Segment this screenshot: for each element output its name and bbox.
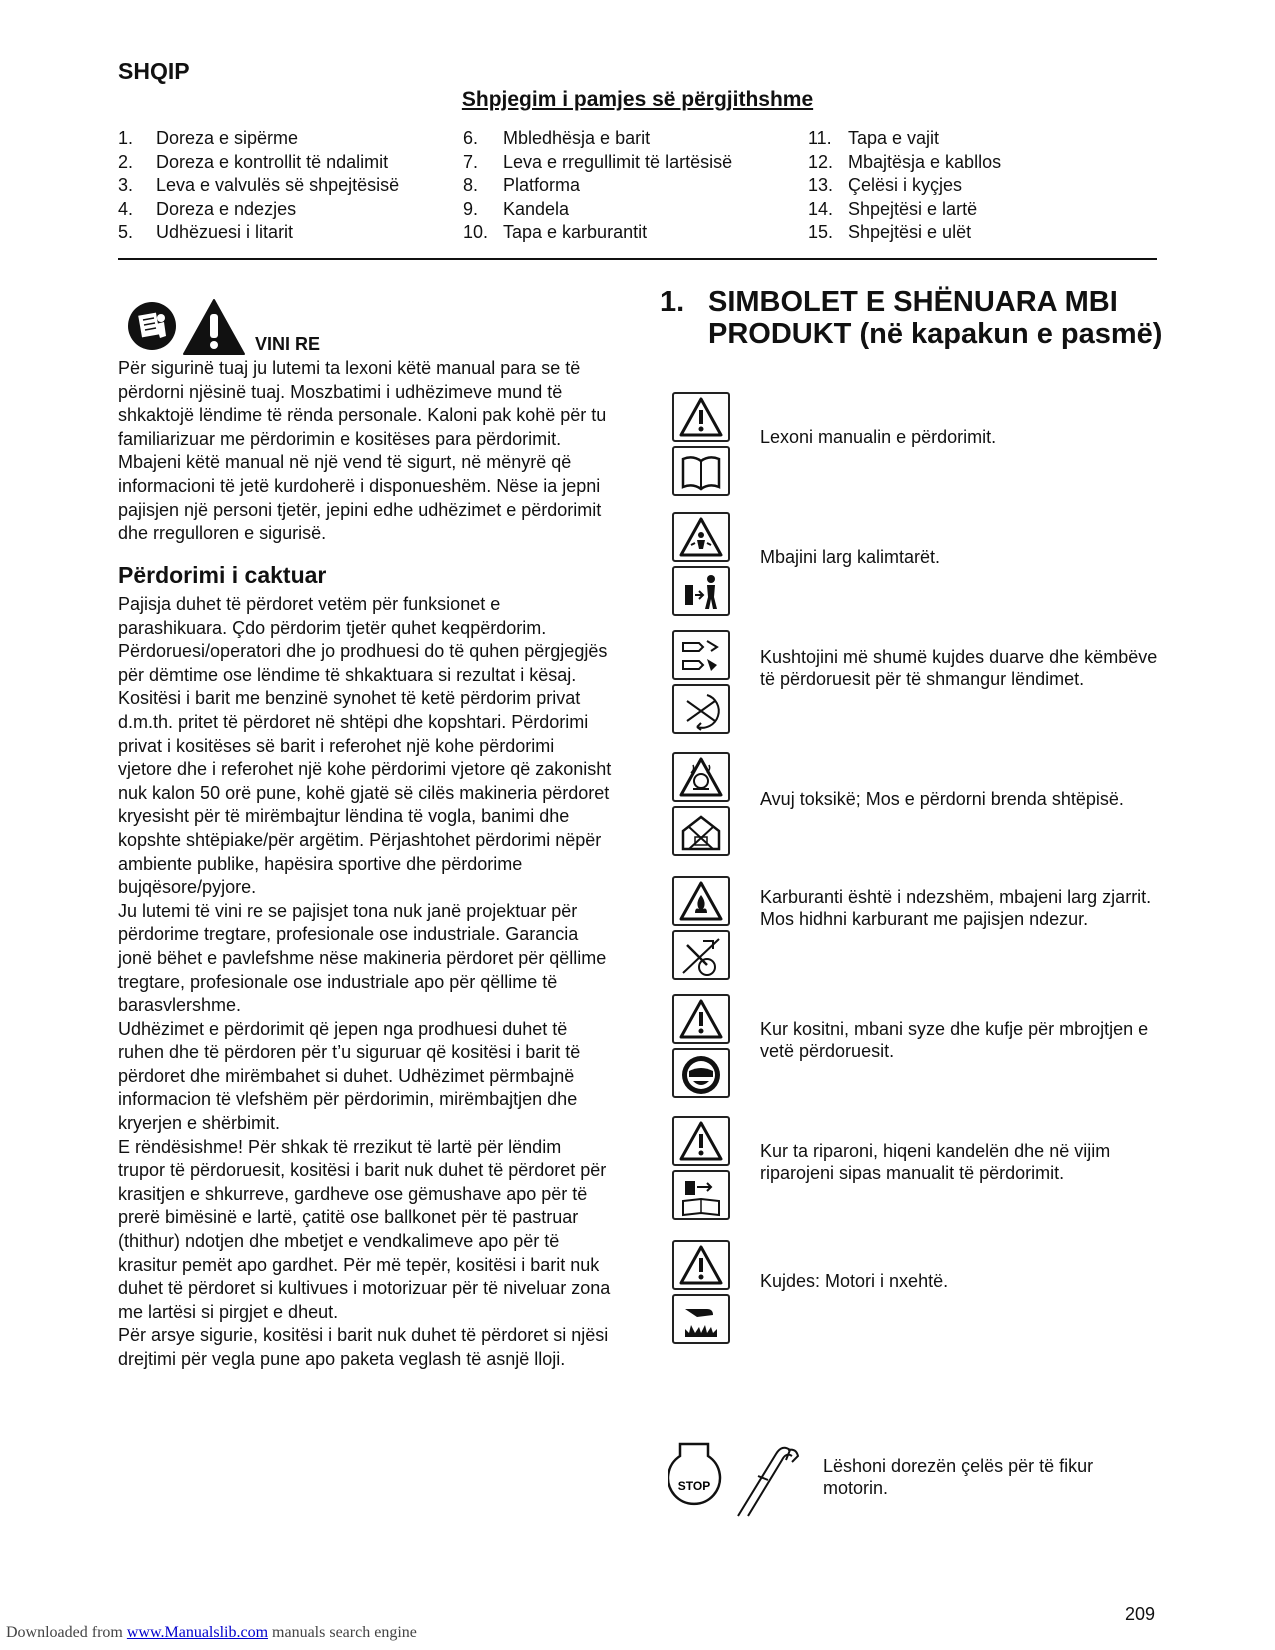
symbol-icon-pair xyxy=(672,1240,730,1348)
mower-handle-icon xyxy=(738,1448,798,1516)
warning-triangle-icon xyxy=(672,1240,730,1290)
parts-item-number: 6. xyxy=(463,128,479,148)
intended-use-paragraph: Për arsye sigurie, kositësi i barit nuk duhet të përdoret si njësi drejtimi për vegla pune apo paketa veglash të asnjë lloji. xyxy=(118,1325,609,1369)
warning-triangle-icon xyxy=(672,994,730,1044)
parts-item-label: Doreza e kontrollit të ndalimit xyxy=(156,151,389,172)
stop-text: Lëshoni dorezën çelës për të fikur motorin. xyxy=(823,1456,1094,1498)
warning-icons xyxy=(128,298,246,356)
parts-list-item xyxy=(463,151,732,175)
symbol-description: Karburanti është i ndezshëm, mbajeni larg zjarrit. Mos hidhni karburant me pajisjen ndezur. xyxy=(760,887,1152,929)
parts-list-item xyxy=(463,127,732,151)
parts-item-number: 11. xyxy=(808,128,832,148)
parts-list-col-3 xyxy=(808,127,1001,245)
stop-badge-text: STOP xyxy=(677,1479,711,1493)
parts-list-item xyxy=(118,127,399,151)
parts-list-col-1 xyxy=(118,127,399,245)
parts-list-item xyxy=(808,127,1001,151)
intended-use-paragraph: Udhëzimet e përdorimit që jepen nga prodhuesi duhet të ruhen dhe të përdoren për t’u siguruar që kositësi i barit të përdoret dhe mirëmbahet si duhet. Udhëzimet përmbajnë informacion të vlefshëm për përdorimin, mirëmbajtjen dhe kryerjen e shërbimit. xyxy=(118,1018,581,1134)
stop-handle-icons xyxy=(668,1440,813,1518)
parts-item-number: 14. xyxy=(808,198,834,219)
symbol-description: Kur kositni, mbani syze dhe kufje për mbrojtjen e vetë përdoruesit. xyxy=(760,1019,1149,1061)
parts-list-item xyxy=(463,174,732,198)
symbol-icon-pair xyxy=(672,512,730,620)
parts-item-number: 7. xyxy=(463,151,479,172)
read-manual-icon xyxy=(128,302,176,350)
parts-list-item xyxy=(463,221,732,245)
symbol-icon-pair xyxy=(672,392,730,500)
hot-surface-icon xyxy=(672,1294,730,1344)
download-footer xyxy=(6,1624,417,1642)
parts-item-label: Doreza e sipërme xyxy=(156,128,299,148)
section-divider xyxy=(118,258,1157,260)
intended-use-paragraph: Pajisja duhet të përdoret vetëm për funksionet e parashikuara. Çdo përdorim tjetër quhet keqpërdorim. Përdoruesi/operatori dhe jo prodhuesi do të quhen përgjegjës për dëmtime ose lëndime të shkaktuara si rezultat i kësaj. xyxy=(118,594,608,685)
symbol-icon-pair xyxy=(672,752,730,860)
parts-item-label: Udhëzuesi i litarit xyxy=(156,222,294,243)
parts-item-number: 15. xyxy=(808,222,834,243)
parts-list-item xyxy=(118,151,399,175)
parts-item-label: Kandela xyxy=(503,198,570,219)
parts-item-label: Tapa e karburantit xyxy=(503,222,648,243)
keep-bystanders-away-icon xyxy=(672,566,730,616)
parts-list-item xyxy=(808,151,1001,175)
parts-item-number: 3. xyxy=(118,175,134,196)
footer-suffix: manuals search engine xyxy=(268,1624,417,1641)
symbol-description: Kujdes: Motori i nxehtë. xyxy=(760,1271,949,1291)
footer-prefix: Downloaded from xyxy=(6,1624,127,1641)
overview-title: Shpjegim i pamjes së përgjithshme xyxy=(461,88,814,111)
parts-list-item xyxy=(808,221,1001,245)
intended-use-paragraph: Kositësi i barit me benzinë synohet të ketë përdorim privat d.m.th. pritet të përdoret në shtëpi dhe kopshtari. Përdorimi privat i kositëses së barit i referohet një kohe përdorimi vjetore dhe i referohet një kohe përdorimi vjetore që zakonisht nuk kalon 50 orë pune, kohë gjatë së cilës makineria përdoret kryesisht për të mirëmbajtur lëndina të vogla, banimi dhe kopshte shtëpiake/për argëtim. Përjashtohet përdorimi nëpër ambiente publike, hapësira sportive dhe përdorime bujqësore/pyjore. xyxy=(118,688,612,898)
symbol-description: Avuj toksikë; Mos e përdorni brenda shtëpisë. xyxy=(760,789,1124,809)
symbol-description: Kushtojini më shumë kujdes duarve dhe këmbëve të përdoruesit për të shmangur lëndimet. xyxy=(760,647,1158,689)
parts-list-item xyxy=(463,198,732,222)
parts-item-label: Leva e rregullimit të lartësisë xyxy=(503,151,733,172)
symbol-icon-pair xyxy=(672,630,730,738)
symbol-icon-pair xyxy=(672,876,730,984)
warning-triangle-icon xyxy=(672,1116,730,1166)
parts-item-number: 8. xyxy=(463,175,479,196)
parts-item-label: Shpejtësi e ulët xyxy=(848,222,972,243)
no-indoor-use-icon xyxy=(672,806,730,856)
eye-ear-protection-icon xyxy=(672,1048,730,1098)
parts-list-item xyxy=(118,221,399,245)
parts-list-item xyxy=(118,198,399,222)
parts-item-number: 1. xyxy=(118,128,134,148)
intended-use-text xyxy=(118,593,613,1372)
flammable-icon xyxy=(672,876,730,926)
parts-item-label: Mbledhësja e barit xyxy=(503,128,651,148)
hand-foot-blade-icon xyxy=(672,630,730,680)
intended-use-paragraph: Ju lutemi të vini re se pajisjet tona nuk janë projektuar për përdorime tregtare, profesionale ose industriale. Garancia jonë bëhet e pavlefshme nëse makineria përdoret për qëllime tregtare, profesionale ose industriale apo për qëllime të barasvlershme. xyxy=(118,900,607,1016)
no-refuel-running-icon xyxy=(672,930,730,980)
parts-item-number: 10. xyxy=(463,222,489,243)
parts-item-number: 9. xyxy=(463,198,479,219)
remove-spark-plug-icon xyxy=(672,1170,730,1220)
parts-list-item xyxy=(118,174,399,198)
symbol-description: Mbajini larg kalimtarët. xyxy=(760,547,941,567)
section-number: 1. xyxy=(660,286,685,318)
symbol-icon-pair xyxy=(672,994,730,1102)
parts-item-label: Tapa e vajit xyxy=(848,128,940,148)
parts-list-col-2 xyxy=(463,127,732,245)
warning-triangle-icon xyxy=(184,300,244,354)
symbol-description: Kur ta riparoni, hiqeni kandelën dhe në vijim riparojeni sipas manualit të përdorimit. xyxy=(760,1141,1111,1183)
manual-book-icon xyxy=(672,446,730,496)
toxic-fumes-icon xyxy=(672,752,730,802)
parts-item-label: Leva e valvulës së shpejtësisë xyxy=(156,175,400,196)
parts-item-label: Çelësi i kyçjes xyxy=(848,175,963,196)
parts-item-number: 12. xyxy=(808,151,834,172)
symbol-description: Lexoni manualin e përdorimit. xyxy=(760,427,997,447)
thrown-objects-icon xyxy=(672,512,730,562)
page-number: 209 xyxy=(1125,1604,1156,1624)
safety-intro-text: Për sigurinë tuaj ju lutemi ta lexoni këtë manual para se të përdorni njësinë tuaj. Moszbatimi i udhëzimeve mund të shkaktojë lëndime të rënda personale. Kaloni pak kohë për tu familiarizuar me përdorimin e kositëses para përdorimit. Mbajeni këtë manual në një vend të sigurt, në mënyrë që informacioni të jetë kurdoherë i disponueshëm. Nëse ia jepni pajisjen një personi tjetër, jepini edhe udhëzimet e përdorimit dhe rregulloren e sigurisë. xyxy=(118,358,607,544)
parts-item-label: Platforma xyxy=(503,175,581,196)
parts-item-number: 13. xyxy=(808,175,834,196)
warning-triangle-icon xyxy=(672,392,730,442)
section-title: SIMBOLET E SHËNUARA MBI PRODUKT (në kapakun e pasmë) xyxy=(708,286,1163,350)
parts-item-label: Mbajtësja e kabllos xyxy=(848,151,1002,172)
language-heading: SHQIP xyxy=(118,58,190,84)
parts-item-label: Shpejtësi e lartë xyxy=(848,198,978,219)
rotating-blade-icon xyxy=(672,684,730,734)
parts-item-number: 5. xyxy=(118,222,134,243)
symbol-icon-pair xyxy=(672,1116,730,1224)
parts-list-item xyxy=(808,198,1001,222)
warning-title: VINI RE xyxy=(255,334,321,354)
intended-use-paragraph: E rëndësishme! Për shkak të rrezikut të lartë për lëndim trupor të përdoruesit, kositësi i barit nuk duhet të përdoret për krasitjen e shkurreve, gardheve ose gëmushave apo për të prerë bimësinë e lartë, çatitë ose ballkonet për të pastruar (thithur) ndotjen dhe mbetjet e vendkalimeve apo për të krasitur pemët apo gardhet. Për më tepër, kositësi i barit nuk duhet të përdoret si kultivues i motorizuar për të niveluar zona me lartësi si pirgjet e dheut. xyxy=(118,1136,611,1322)
parts-item-number: 4. xyxy=(118,198,134,219)
stop-icon xyxy=(668,1444,720,1504)
parts-list-item xyxy=(808,174,1001,198)
manualslib-link[interactable]: www.Manualslib.com xyxy=(126,1624,269,1641)
parts-item-label: Doreza e ndezjes xyxy=(156,198,297,219)
intended-use-heading: Përdorimi i caktuar xyxy=(118,562,327,588)
parts-item-number: 2. xyxy=(118,151,134,172)
